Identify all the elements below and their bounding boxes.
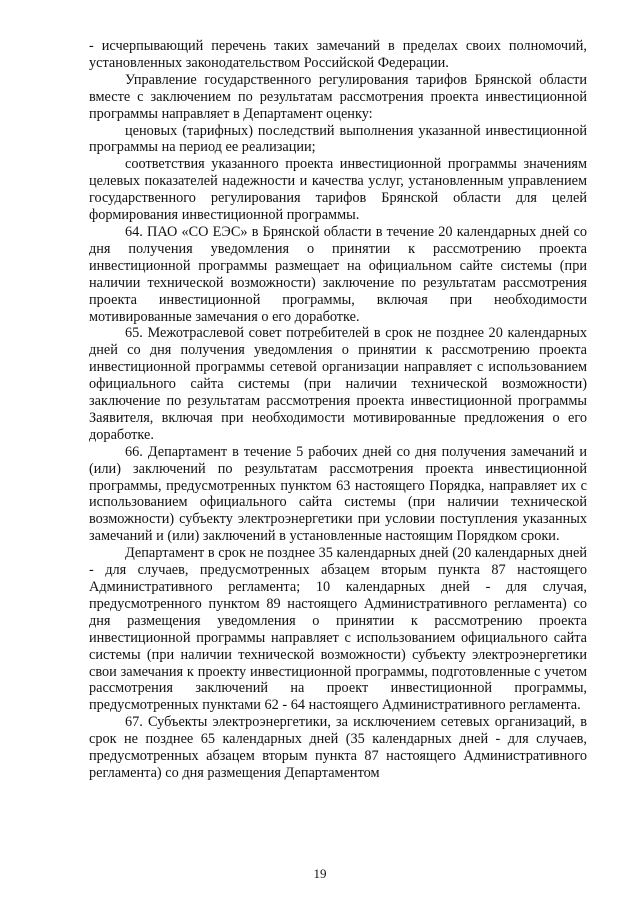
paragraph: ценовых (тарифных) последствий выполнения указанной инвестиционной программы на период ее реализации; bbox=[89, 122, 587, 156]
document-body bbox=[89, 38, 587, 782]
paragraph-item-64: 64. ПАО «СО ЕЭС» в Брянской области в течение 20 календарных дней со дня получения уведомления о принятии к рассмотрению проекта инвестиционной программы размещает на официальном сайте системы (при наличии технической возможности) заключение по результатам рассмотрения проекта инвестиционной программы, включая при необходимости мотивированные замечания о его доработке. bbox=[89, 223, 587, 325]
paragraph: Департамент в срок не позднее 35 календарных дней (20 календарных дней - для случаев, предусмотренных абзацем вторым пункта 87 настоящего Административного регламента; 10 календарных дней - для случая, предусмотренного пунктом 89 настоящего Административного регламента) со дня размещения уведомления о принятии к рассмотрению проекта инвестиционной программы направляет с использованием официального сайта системы (при наличии технической возможности) субъекту электроэнергетики свои замечания к проекту инвестиционной программы, подготовленные с учетом рассмотрения заключений на проект инвестиционной программы, предусмотренных пунктами 62 - 64 настоящего Административного регламента. bbox=[89, 545, 587, 714]
paragraph: Управление государственного регулирования тарифов Брянской области вместе с заключением по результатам рассмотрения проекта инвестиционной программы направляет в Департамент оценку: bbox=[89, 71, 587, 122]
paragraph: соответствия указанного проекта инвестиционной программы значениям целевых показателей надежности и качества услуг, установленным управлением государственного регулирования тарифов Брянской области для целей формирования инвестиционной программы. bbox=[89, 156, 587, 224]
paragraph: - исчерпывающий перечень таких замечаний в пределах своих полномочий, установленных законодательством Российской Федерации. bbox=[89, 38, 587, 71]
paragraph-item-67: 67. Субъекты электроэнергетики, за исключением сетевых организаций, в срок не позднее 65 календарных дней (35 календарных дней - для случаев, предусмотренных абзацем вторым пункта 87 настоящего Административного регламента) со дня размещения Департаментом bbox=[89, 714, 587, 781]
paragraph-item-66: 66. Департамент в течение 5 рабочих дней со дня получения замечаний и (или) заключений по результатам рассмотрения проекта инвестиционной программы, предусмотренных пунктом 63 настоящего Порядка, направляет их с использованием официального сайта системы (при наличии технической возможности) субъекту электроэнергетики при условии поступления указанных замечаний и (или) заключений в установленные настоящим Порядком сроки. bbox=[89, 443, 587, 545]
page-number: 19 bbox=[313, 866, 327, 881]
paragraph-item-65: 65. Межотраслевой совет потребителей в срок не позднее 20 календарных дней со дня получения уведомления о принятии к рассмотрению проекта инвестиционной программы сетевой организации направляет с использованием официального сайта системы (при наличии технической возможности) заключение по результатам рассмотрения проекта инвестиционной программы Заявителя, включая при необходимости мотивированные предложения о его доработке. bbox=[89, 325, 587, 443]
